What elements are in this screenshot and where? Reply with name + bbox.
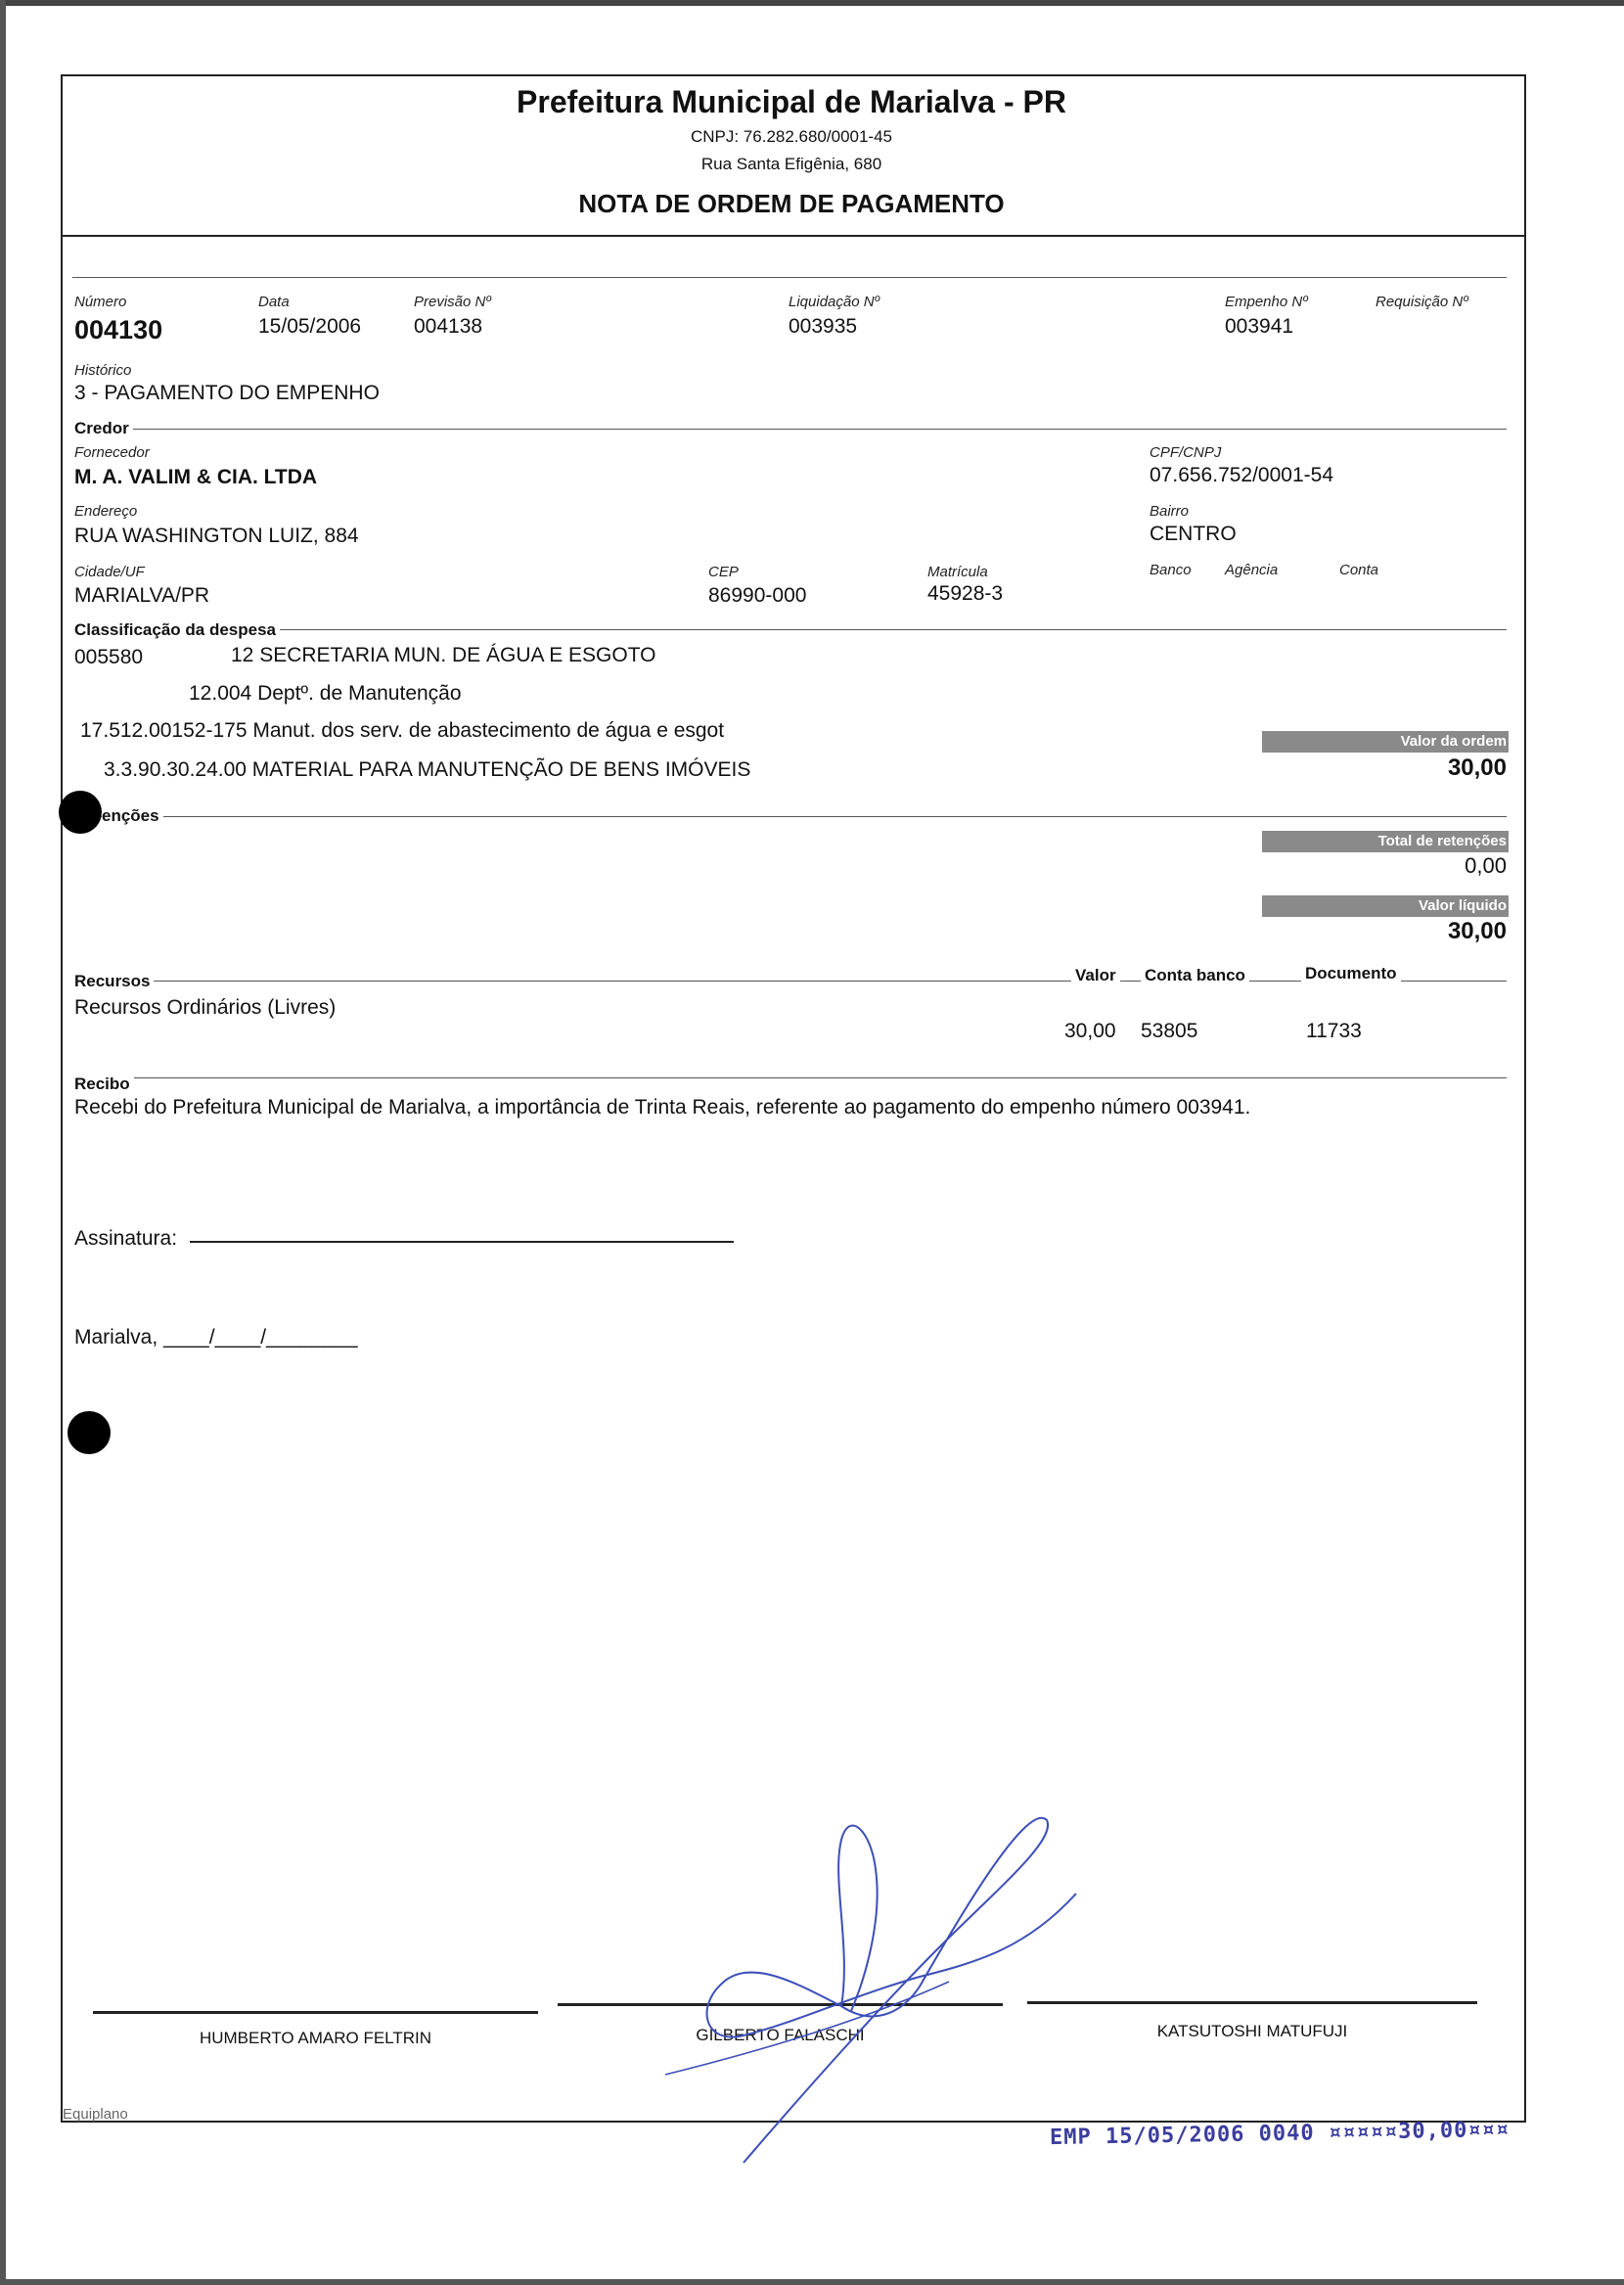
classificacao-code: 005580 bbox=[74, 646, 144, 668]
punch-hole bbox=[68, 1411, 111, 1454]
recursos-conta: 53805 bbox=[1141, 1020, 1198, 1042]
banco-label: Banco bbox=[1150, 562, 1192, 578]
numero-label: Número bbox=[74, 294, 127, 310]
recibo-rule bbox=[74, 1077, 1507, 1078]
signatory-2: GILBERTO FALASCHI bbox=[696, 2026, 865, 2044]
cep-label: CEP bbox=[708, 564, 739, 580]
agencia-label: Agência bbox=[1225, 562, 1279, 578]
classificacao-line2: 12.004 Deptº. de Manutenção bbox=[189, 682, 462, 705]
signatory-3: KATSUTOSHI MATUFUJI bbox=[1156, 2022, 1348, 2040]
classificacao-line4: 3.3.90.30.24.00 MATERIAL PARA MANUTENÇÃO DE BENS IMÓVEIS bbox=[104, 758, 751, 781]
numero-value: 004130 bbox=[74, 315, 163, 344]
total-retencoes-value: 0,00 bbox=[1465, 853, 1507, 878]
signatory-1: HUMBERTO AMARO FELTRIN bbox=[199, 2029, 432, 2047]
data-label: Data bbox=[258, 294, 290, 310]
bairro-value: CENTRO bbox=[1150, 523, 1237, 545]
cpf-label: CPF/CNPJ bbox=[1150, 444, 1222, 461]
credor-section: Credor bbox=[74, 419, 133, 438]
retencoes-rule bbox=[74, 816, 1507, 817]
mechanical-stamp: EMP 15/05/2006 0040 ¤¤¤¤¤30,00¤¤¤ bbox=[1049, 2117, 1511, 2151]
empenho-label: Empenho Nº bbox=[1225, 294, 1308, 310]
cpf-value: 07.656.752/0001-54 bbox=[1150, 464, 1334, 486]
recursos-documento: 11733 bbox=[1306, 1020, 1362, 1042]
punch-hole bbox=[59, 791, 102, 834]
credor-rule bbox=[74, 429, 1507, 430]
liquidacao-value: 003935 bbox=[789, 315, 858, 338]
retencoes-section: enções bbox=[102, 806, 163, 826]
valor-ordem-label: Valor da ordem bbox=[1262, 731, 1509, 753]
bairro-label: Bairro bbox=[1150, 503, 1190, 520]
page-title: Prefeitura Municipal de Marialva - PR bbox=[517, 84, 1066, 119]
endereco-label: Endereço bbox=[74, 503, 138, 520]
divider bbox=[72, 277, 1507, 278]
recursos-valor-header: Valor bbox=[1071, 966, 1120, 985]
recursos-descricao: Recursos Ordinários (Livres) bbox=[74, 996, 337, 1019]
recursos-documento-header: Documento bbox=[1301, 964, 1401, 983]
assinatura-label: Assinatura: bbox=[74, 1227, 178, 1250]
signature-line-1 bbox=[93, 2011, 538, 2014]
header-address: Rua Santa Efigênia, 680 bbox=[700, 155, 882, 173]
recursos-conta-header: Conta banco bbox=[1141, 966, 1249, 985]
historico-value: 3 - PAGAMENTO DO EMPENHO bbox=[74, 382, 380, 404]
header-cnpj: CNPJ: 76.282.680/0001-45 bbox=[690, 127, 893, 146]
matricula-value: 45928-3 bbox=[927, 582, 1004, 605]
historico-label: Histórico bbox=[74, 362, 132, 379]
local-data-label: Marialva, ____/____/________ bbox=[74, 1326, 358, 1348]
fornecedor-label: Fornecedor bbox=[74, 444, 150, 461]
valor-liquido-value: 30,00 bbox=[1447, 918, 1507, 944]
assinatura-line bbox=[190, 1241, 734, 1243]
recursos-valor: 30,00 bbox=[1064, 1020, 1116, 1042]
recursos-section: Recursos bbox=[74, 972, 154, 991]
total-retencoes-label: Total de retenções bbox=[1262, 831, 1509, 852]
cidade-value: MARIALVA/PR bbox=[74, 584, 210, 607]
previsao-label: Previsão Nº bbox=[414, 294, 491, 310]
valor-liquido-label: Valor líquido bbox=[1262, 895, 1509, 917]
requisicao-label: Requisição Nº bbox=[1376, 294, 1468, 310]
fornecedor-value: M. A. VALIM & CIA. LTDA bbox=[74, 466, 318, 488]
handwritten-signature bbox=[626, 1801, 1096, 2172]
classificacao-line1: 12 SECRETARIA MUN. DE ÁGUA E ESGOTO bbox=[231, 644, 656, 666]
recibo-text: Recebi do Prefeitura Municipal de Marialva, a importância de Trinta Reais, referente ao pagamento do empenho número 003941. bbox=[74, 1096, 1251, 1119]
cep-value: 86990-000 bbox=[708, 584, 807, 607]
scan-edge-top bbox=[0, 0, 1624, 6]
scan-edge-left bbox=[0, 0, 6, 2285]
conta-label: Conta bbox=[1339, 562, 1379, 578]
recursos-rule bbox=[74, 981, 1507, 982]
cidade-label: Cidade/UF bbox=[74, 564, 145, 580]
previsao-value: 004138 bbox=[414, 315, 483, 338]
valor-ordem-value: 30,00 bbox=[1447, 754, 1507, 781]
empenho-value: 003941 bbox=[1225, 315, 1294, 338]
matricula-label: Matrícula bbox=[927, 564, 988, 580]
document-title: NOTA DE ORDEM DE PAGAMENTO bbox=[578, 189, 1005, 218]
classificacao-section: Classificação da despesa bbox=[74, 620, 280, 640]
classificacao-line3: 17.512.00152-175 Manut. dos serv. de abastecimento de água e esgot bbox=[80, 719, 725, 742]
scan-edge-bottom bbox=[0, 2279, 1624, 2285]
liquidacao-label: Liquidação Nº bbox=[789, 294, 880, 310]
recibo-section: Recibo bbox=[74, 1074, 134, 1094]
brand-label: Equiplano bbox=[63, 2106, 128, 2123]
endereco-value: RUA WASHINGTON LUIZ, 884 bbox=[74, 525, 359, 547]
data-value: 15/05/2006 bbox=[258, 315, 362, 338]
classificacao-rule bbox=[74, 629, 1507, 630]
